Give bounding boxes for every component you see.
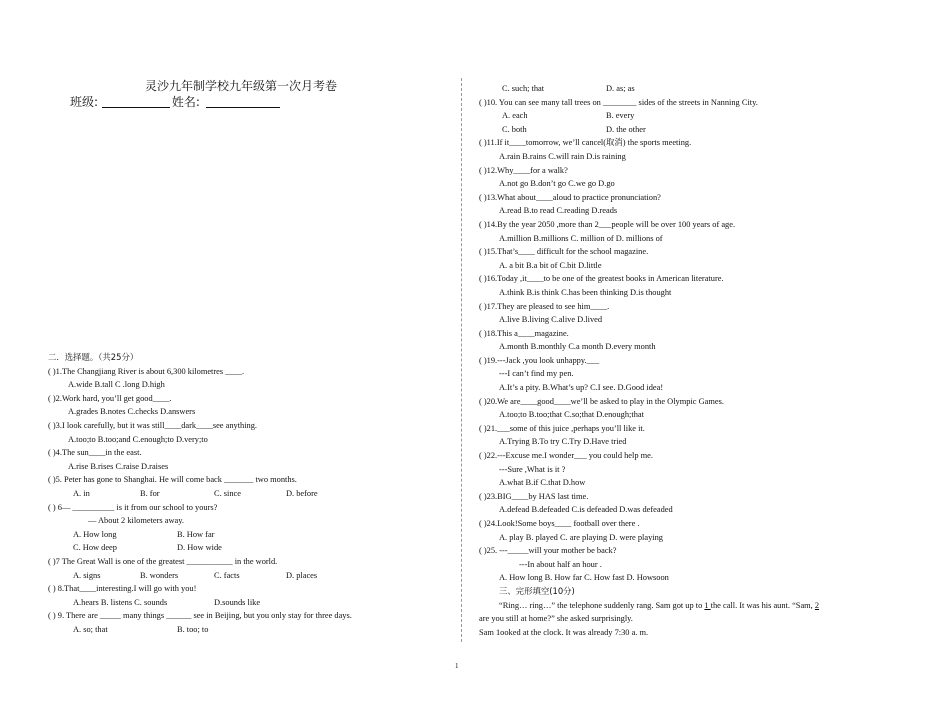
question-10-options-ab <box>479 109 899 123</box>
question-6-options-cd <box>48 541 448 555</box>
question-11-options: A.rain B.rains C.will rain D.is raining <box>499 151 626 161</box>
question-23: ( )23.BIG____by HAS last time. <box>479 491 589 501</box>
question-21: ( )21.___some of this juice ,perhaps you’ll like it. <box>479 423 645 433</box>
question-23-options: A.defead B.defeaded C.is defeaded D.was defeaded <box>499 505 673 515</box>
question-22-dialog: ---Sure ,What is it ? <box>499 464 566 474</box>
question-21-options: A.Trying B.To try C.Try D.Have tried <box>499 437 627 447</box>
option-c: C. both <box>502 124 527 134</box>
options-abc: A.hears B. listens C. sounds <box>73 597 168 607</box>
question-5: ( )5. Peter has gone to Shanghai. He will come back _______ two months. <box>48 475 297 485</box>
option-b: B. too; to <box>177 624 209 634</box>
question-25-options: A. How long B. How far C. How fast D. Howsoon <box>499 573 669 583</box>
question-3-options: A.too;to B.too;and C.enough;to D.very;to <box>68 434 208 444</box>
question-18: ( )18.This a____magazine. <box>479 328 569 338</box>
question-8-options <box>48 596 448 610</box>
name-blank <box>206 95 280 108</box>
column-divider <box>461 78 462 642</box>
question-6: ( ) 6— __________ is it from our school to yours? <box>48 502 218 512</box>
exam-title: 灵沙九年制学校九年级第一次月考卷 <box>145 79 338 93</box>
question-3: ( )3.I look carefully, but it was still____dark____see anything. <box>48 420 258 430</box>
question-15-options: A. a bit B.a bit of C.bit D.little <box>499 260 602 270</box>
question-13: ( )13.What about____aloud to practice pronunciation? <box>479 192 661 202</box>
option-a: A. How long <box>73 529 117 539</box>
question-25-dialog: ---In about half an hour . <box>519 559 602 569</box>
question-2-options: A.grades B.notes C.checks D.answers <box>68 407 196 417</box>
option-a: A. in <box>73 488 90 498</box>
question-6-dialog: — About 2 kilometers away. <box>88 516 184 526</box>
option-a: A. signs <box>73 570 101 580</box>
question-20-options: A.too;to B.too;that C.so;that D.enough;that <box>499 410 644 420</box>
name-label: 姓名: <box>171 95 200 109</box>
question-19-options: A.It’s a pity. B.What’s up? C.I see. D.Good idea! <box>499 383 664 393</box>
option-b: B. every <box>606 111 635 121</box>
option-b: B. for <box>140 488 160 498</box>
question-2: ( )2.Work hard, you’ll get good____. <box>48 393 172 403</box>
class-blank <box>102 95 170 108</box>
question-1: ( )1.The Changjiang River is about 6,300 kilometres ____. <box>48 366 245 376</box>
section-title-cloze: 三、完形填空(10分) <box>499 585 575 596</box>
question-7: ( )7 The Great Wall is one of the greatest ___________ in the world. <box>48 556 278 566</box>
right-column <box>479 82 899 639</box>
question-11: ( )11.If it____tomorrow, we’ll cancel(取消) the sports meeting. <box>479 138 692 148</box>
option-d: D. How wide <box>177 543 222 553</box>
question-4: ( )4.The sun____in the east. <box>48 448 142 458</box>
option-d: D. places <box>286 570 318 580</box>
option-a: A. so; that <box>73 624 108 634</box>
question-18-options: A.month B.monthly C.a month D.every month <box>499 342 656 352</box>
question-16: ( )16.Today ,it____to be one of the greatest books in American literature. <box>479 274 724 284</box>
question-17: ( )17.They are pleased to see him____. <box>479 301 610 311</box>
question-13-options: A.read B.to read C.reading D.reads <box>499 206 618 216</box>
cloze-blank-1: 1 <box>704 600 711 610</box>
cloze-paragraph-1 <box>479 599 899 613</box>
cloze-blank-2: 2 <box>814 600 820 610</box>
question-14-options: A.million B.millions C. million of D. millions of <box>499 233 663 243</box>
question-10: ( )10. You can see many tall trees on ________ sides of the streets in Nanning City. <box>479 97 758 107</box>
class-label: 班级: <box>70 95 99 109</box>
option-d: D. before <box>286 488 318 498</box>
option-c: C. such; that <box>502 84 545 93</box>
question-7-options <box>48 569 448 583</box>
option-d: D. the other <box>606 124 646 134</box>
question-9-options-cd <box>479 82 899 96</box>
option-d: D. as; as <box>606 84 635 93</box>
question-9: ( ) 9. There are _____ many things ______ see in Beijing, but you only stay for three days. <box>48 611 352 621</box>
question-12: ( )12.Why____for a walk? <box>479 165 568 175</box>
option-b: B. How far <box>177 529 215 539</box>
left-column <box>48 351 448 636</box>
question-25: ( )25. ---_____will your mother be back? <box>479 546 617 556</box>
question-10-options-cd <box>479 123 899 137</box>
question-19: ( )19.---Jack ,you look unhappy.___ <box>479 355 600 365</box>
option-c: C. facts <box>214 570 240 580</box>
cloze-text: the call. It was his aunt. “Sam, <box>710 600 815 610</box>
question-16-options: A.think B.is think C.has been thinking D.is thought <box>499 287 672 297</box>
option-c: C. How deep <box>73 543 117 553</box>
question-19-dialog: ---I can’t find my pen. <box>499 369 574 379</box>
question-22-options: A.what B.if C.that D.how <box>499 478 586 488</box>
question-4-options: A.rise B.rises C.raise D.raises <box>68 461 169 471</box>
question-1-options: A.wide B.tall C .long D.high <box>68 380 165 390</box>
cloze-text: “Ring… ring…” the telephone suddenly rang. Sam got up to <box>499 600 705 610</box>
question-15: ( )15.That’s____ difficult for the school magazine. <box>479 247 649 257</box>
question-17-options: A.live B.living C.alive D.lived <box>499 315 603 325</box>
cloze-paragraph-2: are you still at home?” she asked surprisingly. <box>479 614 633 624</box>
question-24: ( )24.Look!Some boys____ football over there . <box>479 519 640 528</box>
question-20: ( )20.We are____good____we’ll be asked to play in the Olympic Games. <box>479 396 724 406</box>
option-d: D.sounds like <box>214 597 261 607</box>
question-5-options <box>48 487 448 501</box>
question-9-options-ab <box>48 623 448 637</box>
question-6-options-ab <box>48 528 448 542</box>
question-12-options: A.not go B.don’t go C.we go D.go <box>499 179 615 189</box>
page-number: 1 <box>455 662 459 670</box>
option-c: C. since <box>214 488 241 498</box>
question-24-options: A. play B. played C. are playing D. were playing <box>499 532 663 542</box>
student-info <box>70 95 280 108</box>
question-22: ( )22.---Excuse me.I wonder___ you could help me. <box>479 451 653 461</box>
cloze-paragraph-3: Sam 1ooked at the clock. It was already 7:30 a. m. <box>479 627 649 637</box>
question-8: ( ) 8.That____interesting.I will go with you! <box>48 584 197 594</box>
section-title-choice: 二．选择题。（共25分） <box>48 352 139 362</box>
option-a: A. each <box>502 111 528 121</box>
question-14: ( )14.By the year 2050 ,more than 2___people will be over 100 years of age. <box>479 219 736 229</box>
option-b: B. wonders <box>140 570 179 580</box>
